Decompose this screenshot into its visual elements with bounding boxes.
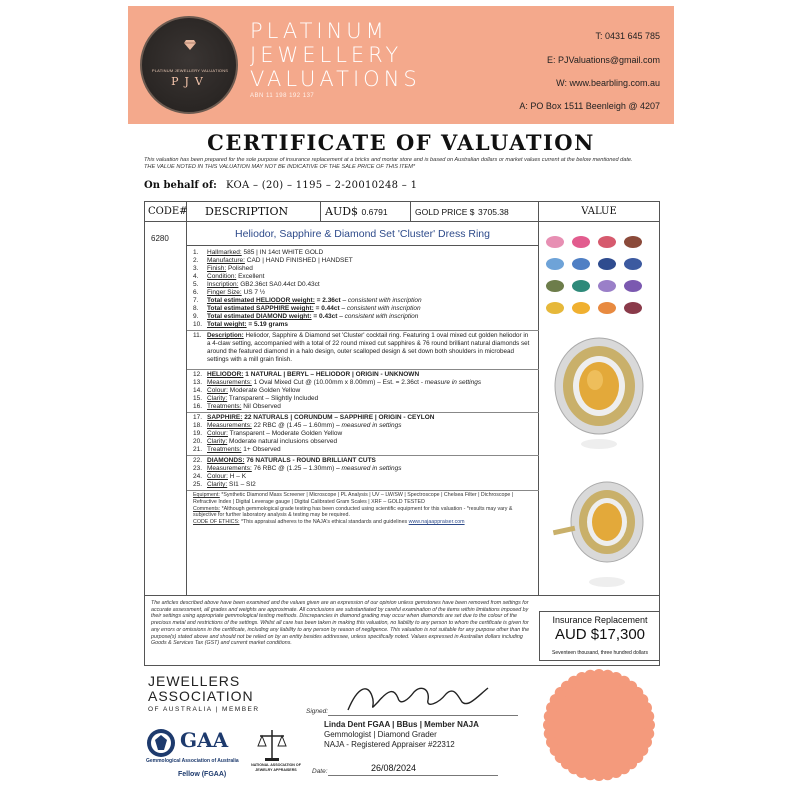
- heliodor-measurements: 13. Measurements: 1 Oval Mixed Cut @ (10.00mm x 8.00mm) – Est. = 2.36ct - measure in settings: [193, 379, 482, 386]
- gem-swatch-grid: [546, 236, 642, 314]
- ring-top-view: [555, 338, 643, 449]
- signature: [338, 676, 508, 716]
- detail-finish: 3. Finish: Polished: [193, 265, 253, 272]
- divider: [187, 412, 539, 413]
- detail-diamond-weight: 9. Total estimated DIAMOND weight: = 0.43ct – consistent with inscription: [193, 313, 419, 320]
- description-number: 11.: [193, 332, 202, 339]
- date-line: [328, 775, 498, 776]
- sapphire-measurements: 18. Measurements: 22 RBC @ (1.45 – 1.60mm) – measured in settings: [193, 422, 402, 429]
- behalf-value: KOA – (20) – 1195 – 2-20010248 – 1: [226, 180, 418, 191]
- contact-website[interactable]: W: www.bearbling.com.au: [556, 78, 660, 88]
- logo-initials: PJV: [171, 75, 209, 88]
- heliodor-header: 12. HELIODOR: 1 NATURAL | BERYL – HELIODOR | ORIGIN - UNKNOWN: [193, 371, 420, 378]
- fellow-badge: Fellow (FGAA): [178, 771, 227, 778]
- diamond-clarity: 25. Clarity: SI1 – SI2: [193, 481, 256, 488]
- item-title: Heliodor, Sapphire & Diamond Set 'Cluster' Dress Ring: [187, 222, 539, 246]
- intro-text: This valuation has been prepared for the sole purpose of insurance replacement at a bricks and mortar store and is based on Australian dollars or market values current at the below mentioned date. THE VALUE NOTED IN THIS VALUATION MAY NOT BE INDICATIVE OF THE SALE PRICE OF THIS ITEM*: [144, 157, 633, 170]
- behalf-label: On behalf of:: [144, 180, 217, 191]
- value-column: [539, 222, 659, 595]
- detail-inscription: 5. Inscription: GB2.36ct SA0.44ct D0.43ct: [193, 281, 320, 288]
- header-code: CODE#: [145, 202, 187, 222]
- valuation-table: [144, 201, 660, 666]
- letterhead: [128, 6, 674, 124]
- signature-line: [328, 715, 518, 716]
- valuation-summary: [145, 595, 659, 665]
- header-description: DESCRIPTION: [187, 202, 321, 222]
- valuation-date: 26/08/2024: [371, 763, 417, 773]
- detail-heliodor-weight: 7. Total estimated HELIODOR weight: = 2.36ct – consistent with inscription: [193, 297, 422, 304]
- insurance-words: Seventeen thousand, three hundred dollars: [552, 650, 648, 656]
- detail-condition: 4. Condition: Excellent: [193, 273, 265, 280]
- insurance-box: [539, 611, 659, 661]
- contact-phone: T: 0431 645 785: [595, 31, 660, 41]
- gaa-emblem-icon: [146, 728, 178, 758]
- logo-text: PLATINUM JEWELLERY VALUATIONS: [151, 68, 229, 73]
- item-description: Description: Heliodor, Sapphire & Diamond set 'Cluster' cocktail ring. Featuring 1 oval mixed cut golden heliodor in a 4-claw setting, accompanied with a total of 22 round mixed cut sapphires & 76 round brilliant natural diamonds set around the featured diamond in a halo design, outer scalloped design & set down both shoulders in microbead settings with a mill grain finish.: [207, 332, 530, 363]
- sapphire-colour: 19. Colour: Transparent – Moderate Golden Yellow: [193, 430, 343, 437]
- header-gold-price: GOLD PRICE $ 3705.38: [411, 202, 539, 222]
- abn-number: ABN 11 198 192 137: [250, 93, 315, 99]
- contact-address: A: PO Box 1511 Beenleigh @ 4207: [519, 101, 660, 111]
- signer-details: Linda Dent FGAA | BBus | Member NAJA Gemmologist | Diamond Grader NAJA - Registered Appraiser #22312: [324, 720, 479, 749]
- detail-sapphire-weight: 8. Total estimated SAPPHIRE weight: = 0.44ct – consistent with inscription: [193, 305, 421, 312]
- certificate-page: [128, 6, 674, 796]
- sapphire-treatments: 21. Treatments: 1+ Observed: [193, 446, 281, 453]
- valuation-seal: [540, 666, 658, 784]
- divider: [187, 369, 539, 370]
- signed-label: Signed:: [306, 708, 329, 715]
- pjv-logo: [140, 16, 238, 114]
- date-label: Date:: [312, 768, 328, 775]
- disclaimer-text: The articles described above have been examined and the values given are an expression of our opinion unless gemstones have been removed from settings for accurate assessment, all grades and weights are approximate. All conclusions are substantiated by careful examination of the items within limitations imposed by their settings using appropriate gemmological testing methods. Discrepancies in diamond grading may occur when diamonds are set due to the colour of the precious metal and restrictions of the settings. Whilst all care has been taken in making this valuation, no liability to any person to whom the certificate is given for any errors or omissions in the certificate, including any liability to any person by reason of negligence. This valuation is not suitable for any purpose other than the purpose(s) stated above and should not be relied on by an entity besides addressee, unless specifically noted. Values expressed in Australian dollars including Goods & Services Tax (GST) and current market conditions.: [151, 600, 530, 647]
- detail-total-weight: 10. Total weight: = 5.19 grams: [193, 321, 288, 328]
- sapphire-clarity: 20. Clarity: Moderate natural inclusions observed: [193, 438, 338, 445]
- header-aud: AUD$ 0.6791: [321, 202, 411, 222]
- insurance-label: Insurance Replacement: [552, 615, 648, 625]
- item-code: 6280: [151, 234, 169, 243]
- naja-link[interactable]: www.najaappraiser.com: [408, 519, 465, 526]
- diamond-colour: 24. Colour: H – K: [193, 473, 247, 480]
- gaa-subtitle: Gemmological Association of Australia: [146, 758, 239, 764]
- naja-logo-text: NATIONAL ASSOCIATION OF JEWELRY APPRAISERS: [251, 763, 301, 772]
- jewellers-association-logo: JEWELLERS ASSOCIATION: [148, 673, 254, 704]
- seal-scallop: [642, 710, 654, 722]
- header-value: VALUE: [581, 206, 617, 217]
- contact-email[interactable]: E: PJValuations@gmail.com: [546, 55, 660, 65]
- detail-manufacture: 2. Manufacture: CAD | HAND FINISHED | HANDSET: [193, 257, 353, 264]
- brand-name: PLATINUM JEWELLERY VALUATIONS: [250, 19, 421, 91]
- divider: [187, 455, 539, 456]
- heliodor-clarity: 15. Clarity: Transparent – Slightly Included: [193, 395, 319, 402]
- ja-member: OF AUSTRALIA | MEMBER: [148, 706, 260, 713]
- page-title: CERTIFICATE OF VALUATION: [207, 130, 595, 155]
- code-column: [145, 222, 187, 595]
- sapphire-header: 17. SAPPHIRE: 22 NATURALS | CORUNDUM – SAPPHIRE | ORIGIN - CEYLON: [193, 414, 435, 421]
- gaa-logo: GAA: [180, 728, 229, 752]
- diamond-icon: [184, 40, 196, 50]
- detail-finger-size: 6. Finger Size: US 7 ½: [193, 289, 266, 296]
- equipment-notes: Equipment: *Synthetic Diamond Mass Screener | Microscope | PL Analysis | UV – LW/SW | Spectroscope | Chelsea Filter | Dichroscope | Refractive Index | Digital Leverage gauge | Digital Calibrated Gram Scales | XRF – GOLD TESTED Comments: *Although gemmological grade testing has been conducted using scientific equipment for this valuation - *results may vary & subjective for further laboratory analysis & testing may be required. CODE OF ETHICS: *This appraisal adheres to the NAJA's ethical standards and guidelines www.najaappraiser.com: [193, 492, 514, 526]
- divider: [187, 330, 539, 331]
- ring-angled-view: [553, 482, 643, 587]
- diamond-measurements: 23. Measurements: 76 RBC @ (1.25 – 1.30mm) – measured in settings: [193, 465, 402, 472]
- naja-scales-icon: [256, 728, 288, 762]
- table-header: [145, 202, 659, 222]
- detail-hallmark: 1. Hallmarked: 585 | IN 14ct WHITE GOLD: [193, 249, 324, 256]
- divider: [187, 490, 539, 491]
- diamond-header: 22. DIAMONDS: 76 NATURALS - ROUND BRILLIANT CUTS: [193, 457, 376, 464]
- insurance-amount: AUD $17,300: [554, 626, 646, 643]
- description-area: [187, 246, 539, 595]
- heliodor-colour: 14. Colour: Moderate Golden Yellow: [193, 387, 301, 394]
- heliodor-treatments: 16. Treatments: Nil Observed: [193, 403, 281, 410]
- gem-images: [539, 222, 659, 595]
